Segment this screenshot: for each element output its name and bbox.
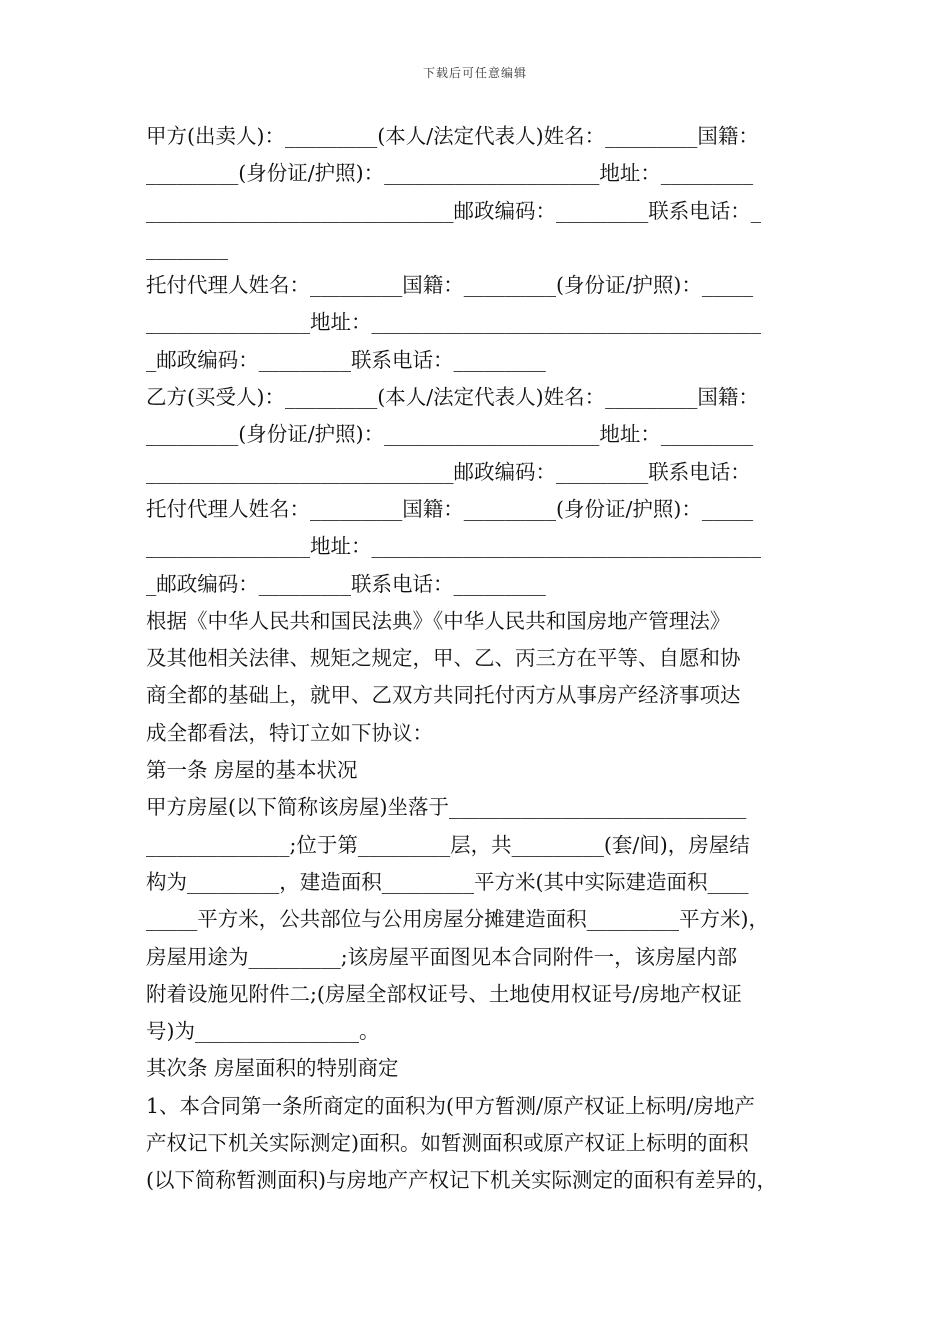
- preamble-line-3: 商全都的基础上，就甲、乙双方共同托付丙方从事房产经济事项达: [146, 683, 741, 708]
- agent-a-line-2: ________________地址：______________________________________: [146, 310, 761, 335]
- article-1-line-2: ______________;位于第_________层，共_________(套/间)，房屋结: [146, 832, 750, 857]
- article-1-line-6: 附着设施见附件二;(房屋全部权证号、土地使用权证号/房地产权证: [146, 981, 742, 1006]
- agent-a-line-1: 托付代理人姓名：_________国籍：_________(身份证/护照)：_____: [146, 273, 754, 298]
- article-2-line-3: (以下简称暂测面积)与房地产产权记下机关实际测定的面积有差异的，: [146, 1168, 777, 1193]
- document-body: [146, 118, 811, 1200]
- party-b-line-1: 乙方(买受人)：_________(本人/法定代表人)姓名：_________国籍：: [146, 385, 759, 410]
- party-a-line-1: 甲方(出卖人)：_________(本人/法定代表人)姓名：_________国籍：: [146, 124, 759, 148]
- article-2-line-1: 1、本合同第一条所商定的面积为(甲方暂测/原产权证上标明/房地产: [146, 1093, 755, 1118]
- party-b-line-2: _________(身份证/护照)：_____________________地址：_________: [146, 422, 754, 447]
- article-1-line-5: 房屋用途为_________;该房屋平面图见本合同附件一，该房屋内部: [146, 944, 738, 969]
- preamble-line-4: 成全都看法，特订立如下协议：: [146, 720, 433, 745]
- party-a-line-3: ______________________________邮政编码：_________联系电话：_: [146, 198, 761, 223]
- party-a-line-2: _________(身份证/护照)：_____________________地址：_________: [146, 161, 754, 186]
- article-1-line-4: _____平方米，公共部位与公用房屋分摊建造面积_________平方米)，: [146, 907, 769, 932]
- party-a-line-4: ________: [146, 235, 228, 260]
- article-2-line-2: 产权记下机关实际测定)面积。如暂测面积或原产权证上标明的面积: [146, 1131, 749, 1156]
- page-header: 下载后可任意编辑: [422, 66, 527, 80]
- agent-b-line-3: _邮政编码：_________联系电话：_________: [146, 571, 546, 596]
- agent-b-line-1: 托付代理人姓名：_________国籍：_________(身份证/护照)：_____: [146, 496, 754, 521]
- article-1-line-7: 号)为________________。: [146, 1019, 380, 1044]
- article-1-line-3: 构为_________，建造面积_________平方米(其中实际建造面积____: [146, 869, 749, 894]
- article-1-heading: 第一条 房屋的基本状况: [146, 758, 358, 783]
- agent-b-line-2: ________________地址：______________________________________: [146, 534, 761, 559]
- article-2-heading: 其次条 房屋面积的特别商定: [146, 1056, 399, 1081]
- party-b-line-3: ______________________________邮政编码：_________联系电话：: [146, 459, 751, 484]
- preamble-line-1: 根据《中华人民共和国民法典》《中华人民共和国房地产管理法》: [146, 608, 731, 633]
- agent-a-line-3: _邮政编码：_________联系电话：_________: [146, 347, 546, 372]
- article-1-line-1: 甲方房屋(以下简称该房屋)坐落于_____________________________: [146, 795, 747, 820]
- preamble-line-2: 及其他相关法律、规矩之规定，甲、乙、丙三方在平等、自愿和协: [146, 646, 741, 671]
